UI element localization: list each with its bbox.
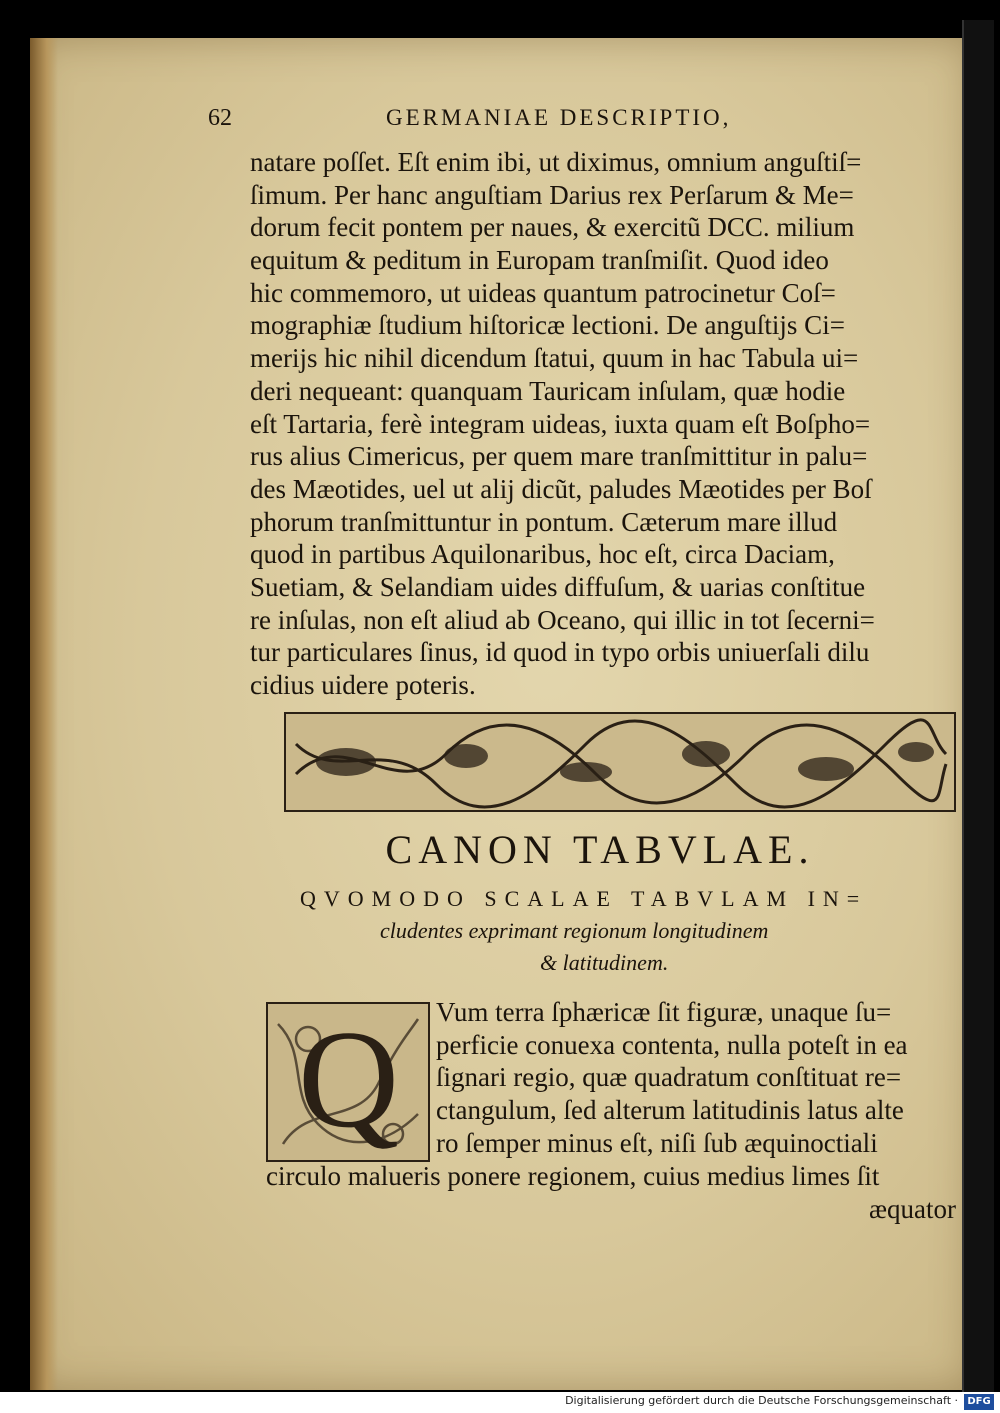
catchword: æquator xyxy=(869,1193,956,1224)
text-line: equitum & peditum in Europam tranſmiſit. Quod ideo xyxy=(250,245,829,276)
text-line: ro ſemper minus eſt, niſi ſub æquinoctiali xyxy=(436,1127,878,1158)
text-line: ſignari regio, quæ quadratum conſtituat re= xyxy=(436,1062,902,1093)
page-header xyxy=(208,105,858,145)
text-line: mographiæ ſtudium hiſtoricæ lectioni. De anguſtijs Ci= xyxy=(250,310,845,341)
footer-credit-bar xyxy=(0,1392,1000,1413)
body-text-block-1 xyxy=(250,146,950,702)
text-line: merijs hic nihil dicendum ſtatui, quum in hac Tabula ui= xyxy=(250,343,859,374)
book-clip-right xyxy=(962,20,994,1392)
decorative-woodcut-band xyxy=(284,712,956,812)
page-gutter-edge xyxy=(30,38,58,1390)
text-line: dorum fecit pontem per naues, & exercitũ DCC. milium xyxy=(250,212,855,243)
text-line: cidius uidere poteris. xyxy=(250,670,476,700)
section-subtitle-line-1: QVOMODO SCALAE TABVLAM IN= xyxy=(300,886,868,911)
decorated-initial-q xyxy=(266,1002,430,1162)
dfg-logo: DFG xyxy=(964,1394,994,1410)
text-line: natare poſſet. Eſt enim ibi, ut diximus, omnium anguſtiſ= xyxy=(250,147,862,177)
text-line: rus alius Cimericus, per quem mare tranſmittitur in palu= xyxy=(250,441,868,472)
folio-number: 62 xyxy=(208,105,232,131)
text-line: deri nequeant: quanquam Tauricam inſulam, quæ hodie xyxy=(250,375,846,406)
text-line: perficie conuexa contenta, nulla poteſt in ea xyxy=(436,1029,908,1060)
text-line: circulo malueris ponere regionem, cuius medius limes ſit xyxy=(266,1161,880,1191)
text-line: ctangulum, ſed alterum latitudinis latus alte xyxy=(436,1095,904,1126)
text-line: quod in partibus Aquilonaribus, hoc eſt, circa Daciam, xyxy=(250,539,835,570)
text-line: re inſulas, non eſt aliud ab Oceano, qui illic in tot ſecerni= xyxy=(250,604,875,635)
text-line: ſimum. Per hanc anguſtiam Darius rex Perſarum & Me= xyxy=(250,179,854,210)
initial-letter: Q xyxy=(298,1002,400,1157)
text-line: Vum terra ſphæricæ ſit figuræ, unaque ſu= xyxy=(436,997,892,1027)
section-subtitle-line-3: & latitudinem. xyxy=(540,950,669,975)
text-line: des Mæotides, uel ut alij dicũt, paludes Mæotides per Boſ xyxy=(250,473,872,504)
section-subtitle-line-2: cludentes exprimant regionum longitudinem xyxy=(380,918,769,943)
funding-credit-text: Digitalisierung gefördert durch die Deutsche Forschungsgemeinschaft · xyxy=(565,1394,958,1407)
section-title: CANON TABVLAE. xyxy=(385,827,815,872)
text-line: eſt Tartaria, ferè integram uideas, iuxta quam eſt Boſpho= xyxy=(250,408,871,439)
text-line: hic commemoro, ut uideas quantum patrocinetur Coſ= xyxy=(250,277,836,308)
body-text-block-2 xyxy=(436,996,956,1159)
body-text-block-3 xyxy=(266,1160,956,1225)
text-line: Suetiam, & Selandiam uides diffuſum, & uarias conſtitue xyxy=(250,571,866,602)
text-line: tur particulares ſinus, id quod in typo orbis uniuerſali dilu xyxy=(250,637,870,668)
running-title: GERMANIAE DESCRIPTIO, xyxy=(386,105,732,130)
text-line: phorum tranſmittuntur in pontum. Cæterum mare illud xyxy=(250,506,838,537)
